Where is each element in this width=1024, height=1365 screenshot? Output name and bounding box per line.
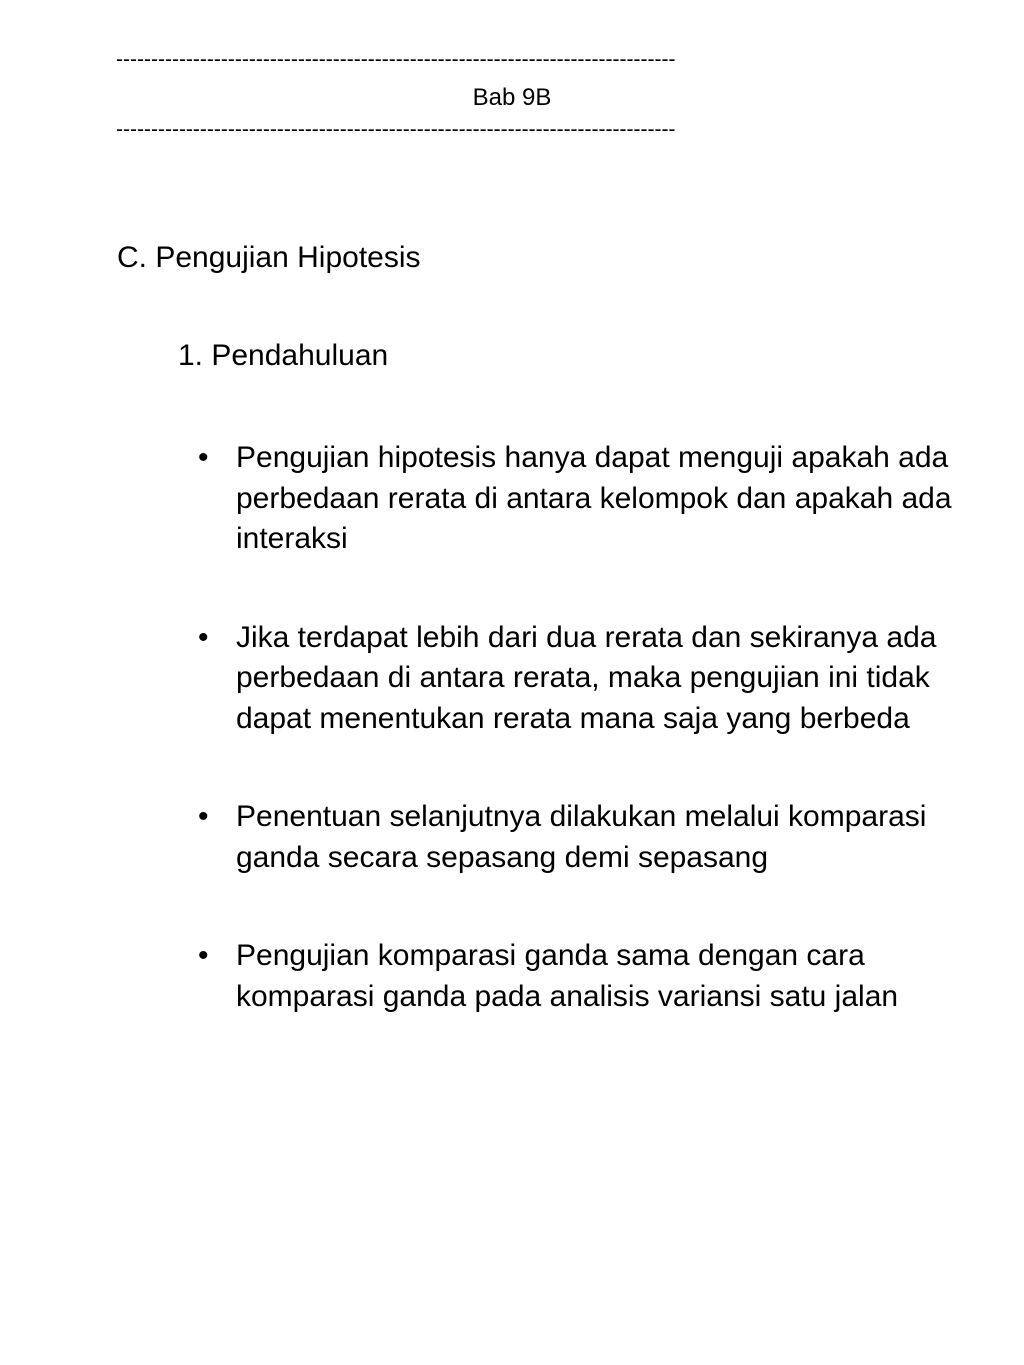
bullet-item — [198, 936, 978, 1017]
bullet-icon: • — [198, 939, 209, 972]
header-rule-top: -------------------------------------------------------------------------------- — [116, 48, 676, 71]
section-heading: C. Pengujian Hipotesis — [117, 241, 421, 274]
bullet-text: Jika terdapat lebih dari dua rerata dan sekiranya ada perbedaan di antara rerata, maka pengujian ini tidak dapat menentukan rerata mana saja yang berbeda — [236, 620, 937, 735]
bullet-icon: • — [198, 800, 209, 833]
bullet-list — [198, 438, 978, 1017]
bullet-item — [198, 618, 978, 740]
bullet-item — [198, 438, 978, 560]
bullet-text: Pengujian hipotesis hanya dapat menguji apakah ada perbedaan rerata di antara kelompok dan apakah ada interaksi — [236, 441, 952, 555]
bullet-item — [198, 797, 978, 878]
bullet-icon: • — [198, 620, 209, 654]
bullet-icon: • — [198, 441, 209, 474]
bullet-text: Penentuan selanjutnya dilakukan melalui komparasi ganda secara sepasang demi sepasang — [236, 800, 927, 874]
header-rule-bottom: -------------------------------------------------------------------------------- — [116, 118, 676, 141]
bullet-text: Pengujian komparasi ganda sama dengan cara komparasi ganda pada analisis variansi satu jalan — [236, 939, 899, 1013]
chapter-title: Bab 9B — [472, 84, 552, 111]
subsection-heading: 1. Pendahuluan — [178, 339, 389, 372]
